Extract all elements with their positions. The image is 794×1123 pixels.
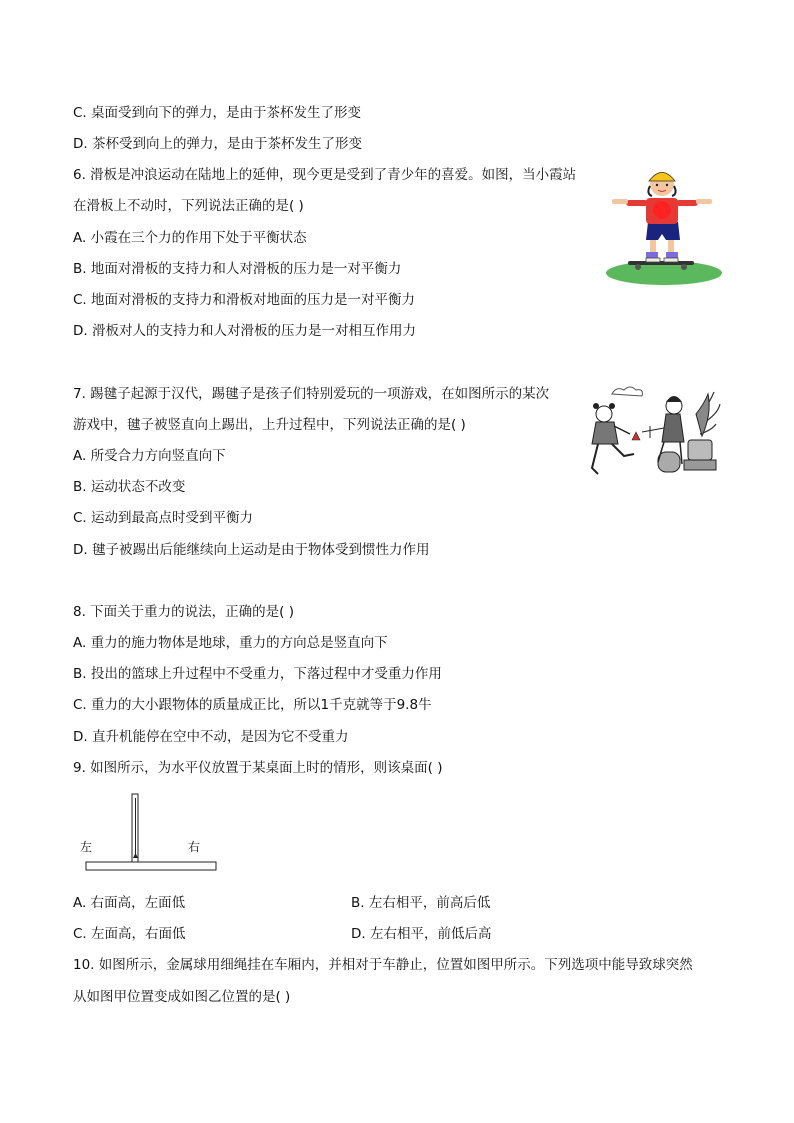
q9-option-b: B. 左右相平，前高后低 xyxy=(351,895,491,911)
q6-option-b: B. 地面对滑板的支持力和人对滑板的压力是一对平衡力 xyxy=(73,261,402,277)
q8-option-b: B. 投出的篮球上升过程中不受重力，下落过程中才受重力作用 xyxy=(73,666,442,682)
q8-option-d: D. 直升机能停在空中不动，是因为它不受重力 xyxy=(73,729,349,745)
level-instrument-drawing xyxy=(78,792,218,874)
label-right: 右 xyxy=(188,840,201,854)
q6-option-d: D. 滑板对人的支持力和人对滑板的压力是一对相互作用力 xyxy=(73,323,416,339)
q6-stem-line1: 6. 滑板是冲浪运动在陆地上的延伸，现今更是受到了青少年的喜爱。如图，当小霞站 xyxy=(73,167,577,183)
q8-stem: 8. 下面关于重力的说法，正确的是( ) xyxy=(73,604,294,620)
q7-option-b: B. 运动状态不改变 xyxy=(73,479,186,495)
q7-stem-line1: 7. 踢毽子起源于汉代，踢毽子是孩子们特别爱玩的一项游戏，在如图所示的某次 xyxy=(73,386,550,402)
q10-stem-line2: 从如图甲位置变成如图乙位置的是( ) xyxy=(73,989,291,1005)
shuttlecock-kick-figure xyxy=(584,384,724,486)
q8-option-c: C. 重力的大小跟物体的质量成正比，所以1千克就等于9.8牛 xyxy=(73,697,432,713)
level-instrument-figure xyxy=(78,792,218,874)
skateboard-girl-figure xyxy=(604,164,726,288)
q10-stem-line1: 10. 如图所示，金属球用细绳挂在车厢内，并相对于车静止，位置如图甲所示。下列选项中能导致球突然 xyxy=(73,957,693,973)
q9-option-d: D. 左右相平，前低后高 xyxy=(351,926,492,942)
q6-option-a: A. 小霞在三个力的作用下处于平衡状态 xyxy=(73,230,307,246)
q5-option-d: D. 茶杯受到向上的弹力，是由于茶杯发生了形变 xyxy=(73,136,362,152)
q5-option-c: C. 桌面受到向下的弹力，是由于茶杯发生了形变 xyxy=(73,105,362,121)
q9-stem: 9. 如图所示，为水平仪放置于某桌面上时的情形，则该桌面( ) xyxy=(73,760,443,776)
q7-option-c: C. 运动到最高点时受到平衡力 xyxy=(73,510,254,526)
q9-option-c: C. 左面高，右面低 xyxy=(73,926,186,942)
q7-option-a: A. 所受合力方向竖直向下 xyxy=(73,448,226,464)
q7-stem-line2: 游戏中，毽子被竖直向上踢出，上升过程中，下列说法正确的是( ) xyxy=(73,417,466,433)
q8-option-a: A. 重力的施力物体是地球，重力的方向总是竖直向下 xyxy=(73,635,388,651)
q6-stem-line2: 在滑板上不动时，下列说法正确的是( ) xyxy=(73,198,304,214)
label-left: 左 xyxy=(80,840,93,854)
q6-option-c: C. 地面对滑板的支持力和滑板对地面的压力是一对平衡力 xyxy=(73,292,416,308)
q9-option-a: A. 右面高，左面低 xyxy=(73,895,186,911)
q7-option-d: D. 毽子被踢出后能继续向上运动是由于物体受到惯性力作用 xyxy=(73,542,430,558)
